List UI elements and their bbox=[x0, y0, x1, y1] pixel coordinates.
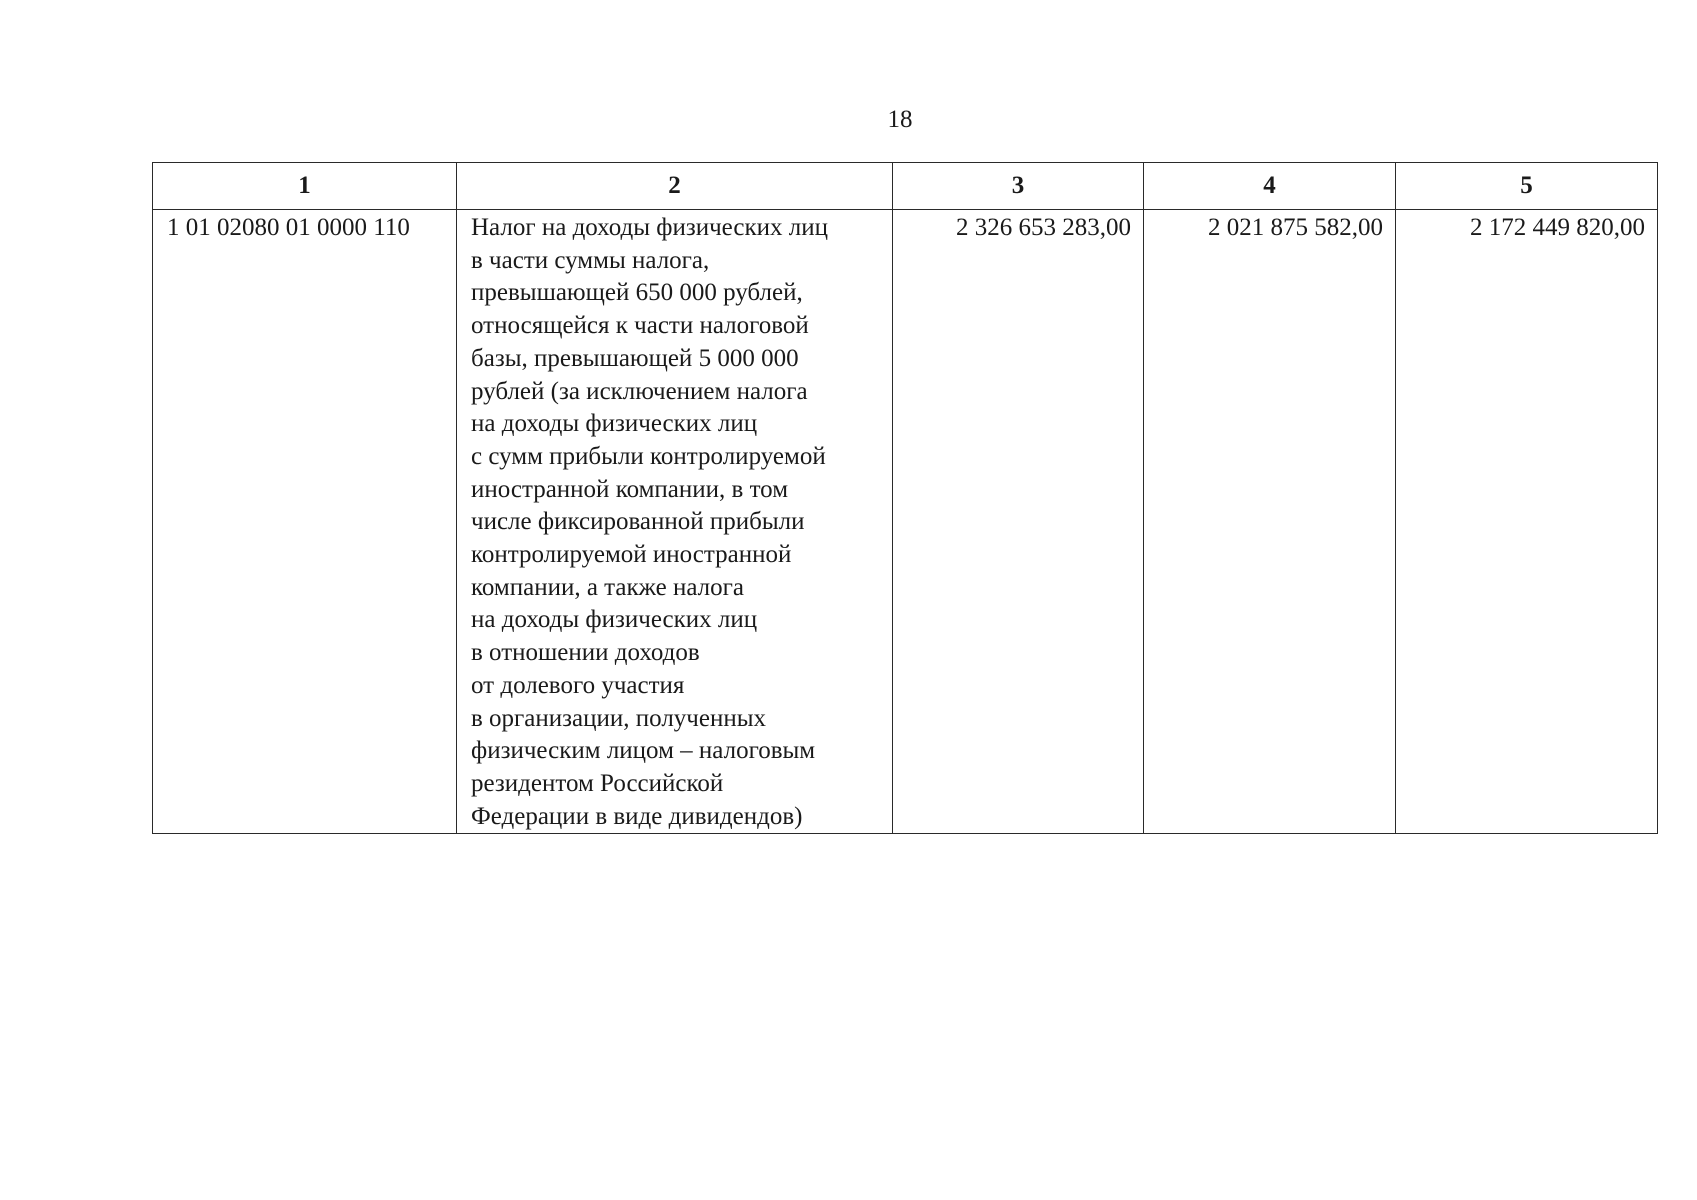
table-header-row bbox=[153, 163, 1658, 210]
revenue-name-line: относящейся к части налоговой bbox=[471, 312, 809, 340]
budget-classification-code: 1 01 02080 01 0000 110 bbox=[153, 210, 457, 834]
column-header-4: 4 bbox=[1144, 163, 1396, 210]
revenue-name-line: на доходы физических лиц bbox=[471, 410, 758, 438]
amount-column-3: 2 326 653 283,00 bbox=[893, 210, 1144, 834]
revenue-name-line: в отношении доходов bbox=[471, 639, 700, 667]
revenue-name-line: контролируемой иностранной bbox=[471, 541, 792, 569]
revenue-name-line: в части суммы налога, bbox=[471, 246, 710, 274]
revenue-name-line: Налог на доходы физических лиц bbox=[471, 214, 828, 241]
revenue-name-line: физическим лицом – налоговым bbox=[471, 737, 816, 765]
revenue-name-line: от долевого участия bbox=[471, 671, 685, 699]
amount-column-5: 2 172 449 820,00 bbox=[1396, 210, 1658, 834]
revenue-name-line: Федерации в виде дивидендов) bbox=[471, 802, 803, 830]
revenue-name-line: с сумм прибыли контролируемой bbox=[471, 442, 826, 470]
revenue-name-line: иностранной компании, в том bbox=[471, 475, 789, 503]
revenue-name-line: резидентом Российской bbox=[471, 769, 724, 797]
budget-revenue-table bbox=[152, 162, 1658, 834]
revenue-name-line: компании, а также налога bbox=[471, 573, 744, 601]
column-header-1: 1 bbox=[153, 163, 457, 210]
revenue-name bbox=[457, 210, 893, 834]
amount-column-4: 2 021 875 582,00 bbox=[1144, 210, 1396, 834]
revenue-name-line: в организации, полученных bbox=[471, 704, 767, 732]
revenue-name-line: числе фиксированной прибыли bbox=[471, 508, 805, 536]
revenue-name-line: превышающей 650 000 рублей, bbox=[471, 279, 803, 307]
table-row bbox=[153, 210, 1658, 834]
column-header-2: 2 bbox=[457, 163, 893, 210]
revenue-name-line: на доходы физических лиц bbox=[471, 606, 758, 634]
page-number: 18 bbox=[887, 106, 913, 133]
revenue-name-line: рублей (за исключением налога bbox=[471, 377, 808, 405]
revenue-name-line: базы, превышающей 5 000 000 bbox=[471, 344, 799, 372]
column-header-5: 5 bbox=[1396, 163, 1658, 210]
column-header-3: 3 bbox=[893, 163, 1144, 210]
